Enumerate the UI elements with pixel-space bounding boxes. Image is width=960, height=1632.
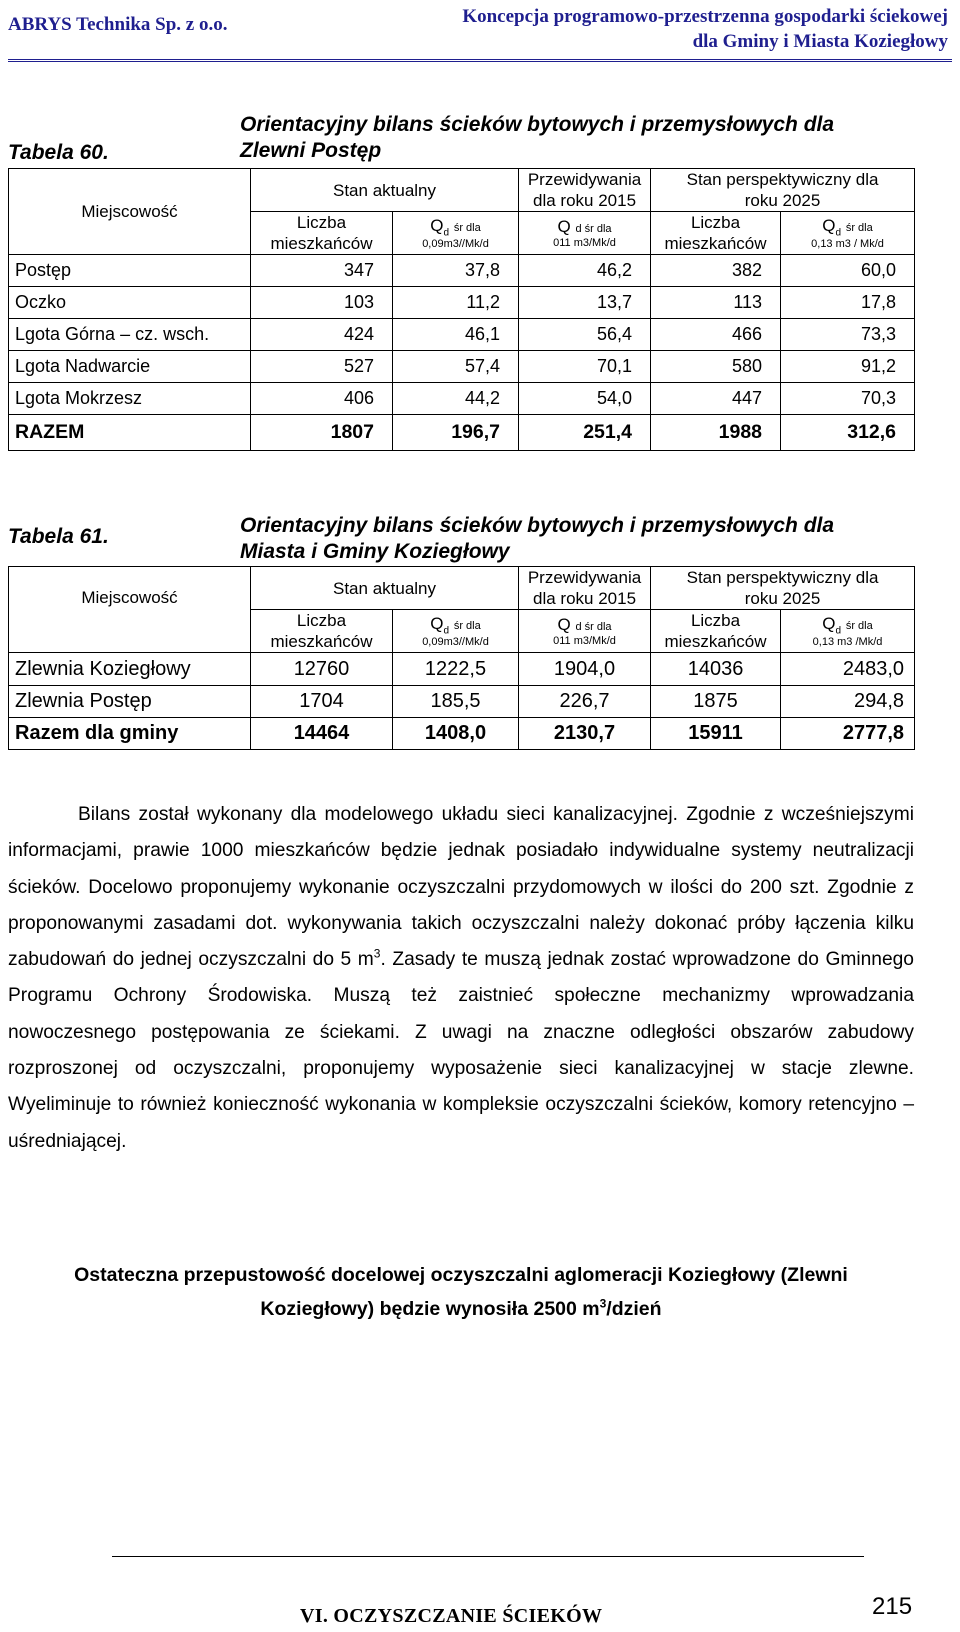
qd-q: Q (430, 613, 444, 633)
qd2025-sr: śr dla (845, 221, 873, 234)
cell: 2130,7 (519, 718, 651, 750)
paragraph-sup: 3 (373, 946, 381, 961)
qd2025-d: d (835, 227, 842, 239)
conclusion (8, 1258, 914, 1326)
table-row (9, 351, 915, 383)
cell: 14036 (651, 653, 781, 686)
header-title-line1: Koncepcja programowo-przestrzenna gospodarki ściekowej (462, 6, 948, 27)
przewidywania-line2: dla roku 2015 (533, 191, 637, 210)
body-paragraph (8, 797, 914, 1160)
col-header-liczba-2025 (651, 212, 781, 255)
footer-section: VI. OCZYSZCZANIE ŚCIEKÓW (300, 1605, 603, 1627)
table-row (9, 255, 915, 287)
qd2025-q: Q (822, 215, 836, 235)
table60-title-line1: Orientacyjny bilans ścieków bytowych i przemysłowych dla (240, 113, 835, 136)
total-name: RAZEM (9, 415, 251, 451)
conclusion-line2-b: /dzień (606, 1298, 662, 1320)
cell: 424 (251, 319, 393, 351)
table61-label: Tabela 61. (8, 525, 109, 548)
przewidywania-line2: dla roku 2015 (533, 589, 637, 608)
row-name: Lgota Nadwarcie (9, 351, 251, 383)
col-header-qd-2025 (781, 212, 915, 255)
col-header-qd-2025 (781, 610, 915, 653)
qd-sr: śr dla (453, 619, 481, 632)
col-header-perspektywa (651, 169, 915, 212)
cell: 1807 (251, 415, 393, 451)
row-name: Zlewnia Koziegłowy (9, 653, 251, 686)
row-name: Lgota Mokrzesz (9, 383, 251, 415)
miejscowosc-label: Miejscowość (81, 588, 178, 607)
cell: 1904,0 (519, 653, 651, 686)
liczba-2025-label: Liczba (690, 611, 741, 630)
conclusion-line2-sup: 3 (599, 1296, 607, 1311)
unit-2025: 0,13 m3 /Mk/d (812, 636, 883, 649)
table61-title-line2: Miasta i Gminy Koziegłowy (240, 540, 510, 563)
table-row (9, 686, 915, 718)
liczba-label: Liczba (296, 611, 347, 630)
cell: 17,8 (781, 287, 915, 319)
cell: 56,4 (519, 319, 651, 351)
cell: 347 (251, 255, 393, 287)
unit-2010: 0,09m3//Mk/d (422, 238, 489, 251)
cell: 91,2 (781, 351, 915, 383)
mieszkancow-2025-label: mieszkańców (664, 234, 767, 253)
unit-2015: 011 m3/Mk/d (553, 635, 616, 647)
page-number: 215 (872, 1593, 913, 1620)
table61 (8, 566, 915, 750)
cell: 46,2 (519, 255, 651, 287)
header-divider (8, 59, 952, 62)
table-total-row (9, 718, 915, 750)
perspektywa-line1: Stan perspektywiczny dla (686, 170, 879, 189)
cell: 185,5 (393, 686, 519, 718)
cell: 294,8 (781, 686, 915, 718)
mieszkancow-label: mieszkańców (270, 234, 373, 253)
q2015-sub: d śr dla (575, 621, 612, 633)
cell: 113 (651, 287, 781, 319)
col-header-stan-aktualny: Stan aktualny (251, 169, 519, 212)
cell: 251,4 (519, 415, 651, 451)
paragraph-part2: . Zasady te muszą jednak zostać wprowadzone do Gminnego Programu Ochrony Środowiska. Muszą też zaistnieć społeczne mechanizmy wprowadzania nowoczesnego postępowania ze ściekami. Z uwagi na znaczne odległości obszarów zabudowy rozproszonej od oczyszczalni, proponujemy wyposażenie sieci kanalizacyjnej w stacje zlewne. Wyeliminuje to również konieczność wykonania w kompleksie oczyszczalni ścieków, komory retencyjno – uśredniającej. (8, 949, 914, 1152)
col-header-stan-aktualny: Stan aktualny (251, 567, 519, 610)
q2015-sub: d śr dla (575, 223, 612, 235)
cell: 54,0 (519, 383, 651, 415)
header-title-line2: dla Gminy i Miasta Koziegłowy (692, 31, 948, 52)
qd2025-sr: śr dla (845, 619, 873, 632)
table-row (9, 319, 915, 351)
unit-2025: 0,13 m3 / Mk/d (811, 238, 884, 251)
header-company: ABRYS Technika Sp. z o.o. (8, 14, 228, 35)
cell: 12760 (251, 653, 393, 686)
cell: 196,7 (393, 415, 519, 451)
cell: 226,7 (519, 686, 651, 718)
cell: 14464 (251, 718, 393, 750)
col-header-liczba (251, 212, 393, 255)
col-header-liczba-2025 (651, 610, 781, 653)
cell: 70,3 (781, 383, 915, 415)
table61-title-line1: Orientacyjny bilans ścieków bytowych i przemysłowych dla (240, 514, 835, 537)
col-header-miejscowosc: Miejscowość (9, 169, 251, 255)
perspektywa-line2: roku 2025 (744, 191, 821, 210)
table61-title (240, 513, 834, 565)
cell: 2777,8 (781, 718, 915, 750)
cell: 447 (651, 383, 781, 415)
table-row (9, 287, 915, 319)
perspektywa-line1: Stan perspektywiczny dla (686, 568, 879, 587)
unit-2010: 0,09m3//Mk/d (422, 636, 489, 649)
col-header-qd (393, 610, 519, 653)
cell: 1704 (251, 686, 393, 718)
table-total-row (9, 415, 915, 451)
cell: 15911 (651, 718, 781, 750)
cell: 60,0 (781, 255, 915, 287)
cell: 2483,0 (781, 653, 915, 686)
przewidywania-line1: Przewidywania (527, 170, 642, 189)
col-header-przewidywania (519, 169, 651, 212)
cell: 37,8 (393, 255, 519, 287)
col-header-liczba (251, 610, 393, 653)
unit-2015: 011 m3/Mk/d (553, 237, 616, 249)
table-row (9, 653, 915, 686)
row-name: Lgota Górna – cz. wsch. (9, 319, 251, 351)
row-name: Oczko (9, 287, 251, 319)
col-header-przewidywania (519, 567, 651, 610)
cell: 46,1 (393, 319, 519, 351)
paragraph-text (8, 797, 914, 1160)
conclusion-line2 (8, 1292, 914, 1326)
header-title (462, 4, 948, 54)
row-name: Postęp (9, 255, 251, 287)
perspektywa-line2: roku 2025 (744, 589, 821, 608)
col-header-q2015 (519, 212, 651, 255)
table-row (9, 383, 915, 415)
qd-sr: śr dla (453, 221, 481, 234)
paragraph-part1: Bilans został wykonany dla modelowego układu sieci kanalizacyjnej. Zgodnie z wcześniejszymi informacjami, prawie 1000 mieszkańców będzie jednak posiadało indywidualne systemy neutralizacji ścieków. Docelowo proponujemy wykonanie oczyszczalni przydomowych w ilości do 200 szt. Zgodnie z proponowanymi zasadami dot. wykonywania takich oczyszczalni należy dokonać próby łączenia kilku zabudowań do jednej oczyszczalni do 5 m (8, 804, 914, 971)
cell: 527 (251, 351, 393, 383)
qd-q: Q (430, 215, 444, 235)
conclusion-line2-a: Koziegłowy) będzie wynosiła 2500 m (260, 1298, 600, 1320)
qd2025-q: Q (822, 613, 836, 633)
cell: 1408,0 (393, 718, 519, 750)
cell: 11,2 (393, 287, 519, 319)
q2015-q: Q (557, 615, 571, 634)
table60-label: Tabela 60. (8, 141, 109, 164)
qd2025-d: d (835, 625, 842, 637)
cell: 70,1 (519, 351, 651, 383)
cell: 1222,5 (393, 653, 519, 686)
cell: 466 (651, 319, 781, 351)
footer-divider (112, 1556, 864, 1557)
cell: 44,2 (393, 383, 519, 415)
col-header-qd (393, 212, 519, 255)
table60 (8, 168, 915, 451)
cell: 580 (651, 351, 781, 383)
q2015-q: Q (557, 217, 571, 236)
col-header-miejscowosc (9, 567, 251, 653)
liczba-2025-label: Liczba (690, 213, 741, 232)
cell: 382 (651, 255, 781, 287)
table60-title-line2: Zlewni Postęp (240, 139, 382, 162)
total-name: Razem dla gminy (9, 718, 251, 750)
table60-title (240, 112, 834, 164)
liczba-label: Liczba (296, 213, 347, 232)
cell: 57,4 (393, 351, 519, 383)
conclusion-line1: Ostateczna przepustowość docelowej oczyszczalni aglomeracji Koziegłowy (Zlewni (74, 1264, 848, 1286)
qd-d: d (443, 625, 450, 637)
qd-d: d (443, 227, 450, 239)
col-header-q2015 (519, 610, 651, 653)
col-header-perspektywa (651, 567, 915, 610)
cell: 103 (251, 287, 393, 319)
cell: 406 (251, 383, 393, 415)
cell: 13,7 (519, 287, 651, 319)
cell: 73,3 (781, 319, 915, 351)
mieszkancow-label: mieszkańców (270, 632, 373, 651)
mieszkancow-2025-label: mieszkańców (664, 632, 767, 651)
cell: 1988 (651, 415, 781, 451)
cell: 1875 (651, 686, 781, 718)
row-name: Zlewnia Postęp (9, 686, 251, 718)
przewidywania-line1: Przewidywania (527, 568, 642, 587)
cell: 312,6 (781, 415, 915, 451)
